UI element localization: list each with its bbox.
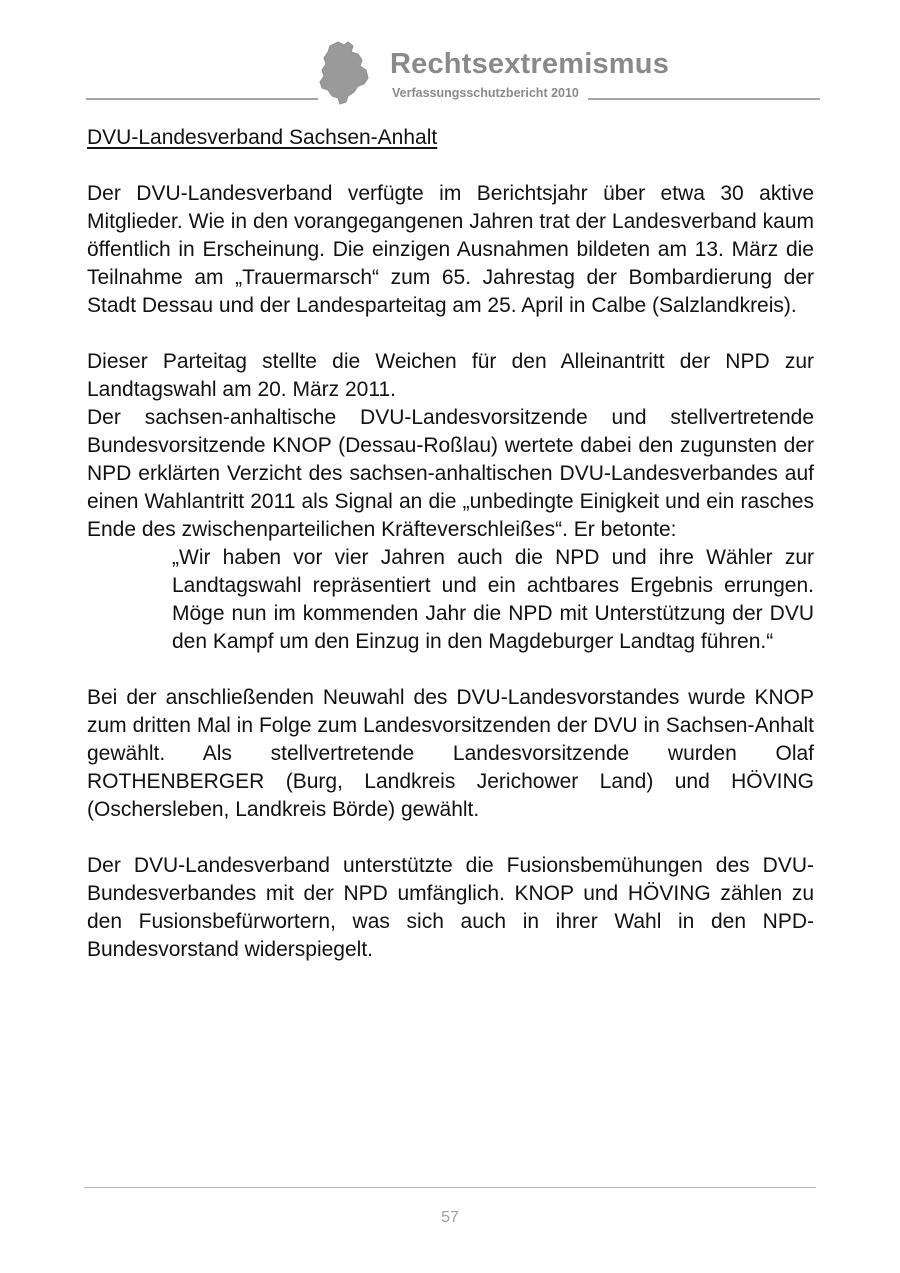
page-number: 57 [441,1209,459,1226]
paragraph-gap [87,656,814,684]
paragraph-5: Der DVU-Landesverband unterstützte die Fusionsbemühungen des DVU-Bundesverbandes mit der NPD umfänglich. KNOP und HÖVING zählen zu den Fusionsbefürwortern, was sich auch in ihrer Wahl in den NPD-Bundesvorstand widerspiegelt. [87,854,814,961]
header-subtitle: Verfassungsschutzbericht 2010 [392,86,579,100]
paragraph-4: Bei der anschließenden Neuwahl des DVU-Landesvorstandes wurde KNOP zum dritten Mal in Folge zum Landesvorsitzenden der DVU in Sachsen-Anhalt gewählt. Als stellvertretende Landesvorsitzende wurden Olaf ROTHENBERGER (Burg, Landkreis Jerichower Land) und HÖVING (Oschersleben, Landkreis Börde) gewählt. [87,686,814,821]
header-title: Rechtsextremismus [390,48,670,80]
document-body [87,124,814,964]
paragraph-gap [87,824,814,852]
section-heading: DVU-Landesverband Sachsen-Anhalt [87,126,438,149]
header-rule-right [588,98,820,100]
saxony-anhalt-map-icon [318,40,372,106]
header-rule-left [86,98,318,100]
paragraph-3: Der sachsen-anhaltische DVU-Landesvorsitzende und stellvertretende Bundesvorsitzende KNOP (Dessau-Roßlau) wertete dabei den zugunsten der NPD erklärten Verzicht des sachsen-anhaltischen DVU-Landesverbandes auf einen Wahlantritt 2011 als Signal an die „unbedingte Einigkeit und ein rasches Ende des zwischenparteilichen Kräfteverschleißes“. Er betonte: [87,406,814,541]
footer-rule [84,1187,816,1188]
paragraph-gap [87,320,814,348]
page-header [0,0,900,110]
block-quote: „Wir haben vor vier Jahren auch die NPD und ihre Wähler zur Landtagswahl repräsentiert und ein achtbares Ergebnis errungen. Möge nun im kommenden Jahr die NPD mit Unterstützung der DVU den Kampf um den Einzug in den Magdeburger Landtag führen.“ [172,546,814,653]
paragraph-1: Der DVU-Landesverband verfügte im Berichtsjahr über etwa 30 aktive Mitglieder. Wie in den vorangegangenen Jahren trat der Landesverband kaum öffentlich in Erscheinung. Die einzigen Ausnahmen bildeten am 13. März die Teilnahme am „Trauermarsch“ zum 65. Jahrestag der Bombardierung der Stadt Dessau und der Landesparteitag am 25. April in Calbe (Salzlandkreis). [87,182,814,317]
paragraph-2: Dieser Parteitag stellte die Weichen für den Alleinantritt der NPD zur Landtagswahl am 20. März 2011. [87,350,814,401]
